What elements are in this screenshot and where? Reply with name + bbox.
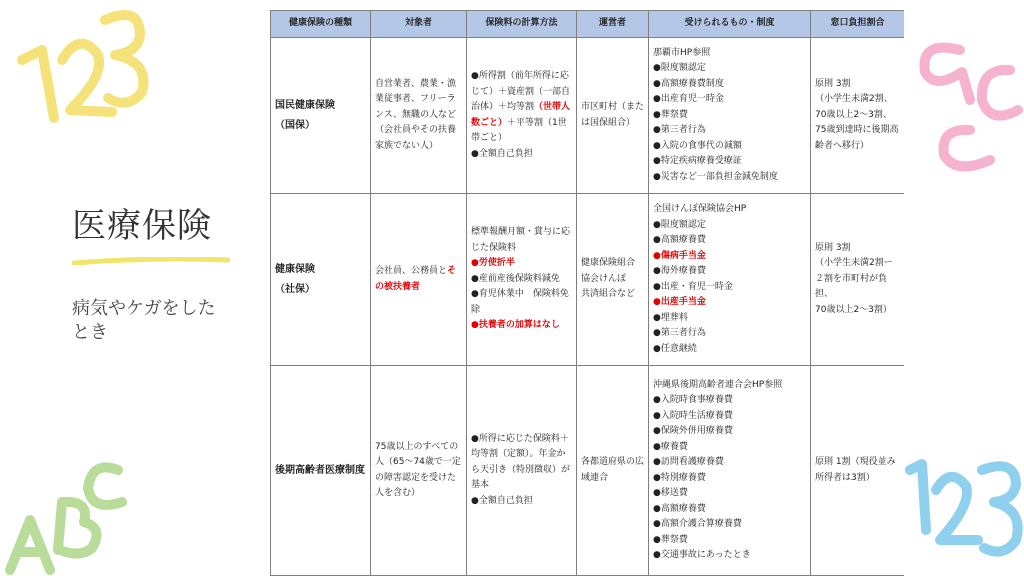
target-text: 75歳以上のすべての人（65～74歳で一定の障害認定を受けた人を含む） [375,441,461,498]
benefit-item: ●高額療養費制度 [653,78,724,89]
operator-cell [577,366,649,576]
benefit-item: ●葬祭費 [653,534,688,545]
benefit-item: 那覇市HP参照 [653,47,711,58]
burden-text: 原則 3割 [815,78,851,89]
insurance-type-name: （社保） [275,283,315,295]
benefit-item: ●第三者行為 [653,125,706,136]
table-header-row [271,11,905,38]
benefit-item: ●出産・育児一時金 [653,281,733,292]
benefit-item: ●高額介護合算療養費 [653,519,742,529]
burden-cell [811,366,905,576]
benefit-item: ●特別療養費 [653,472,706,483]
benefit-item: ●入院時食事療養費 [653,395,733,405]
burden-cell [811,38,905,194]
benefit-item: ●葬祭費 [653,109,688,120]
table-row [271,38,905,194]
target-text: その被扶養者 [375,266,457,292]
benefit-item: ●特定疾病療養受療証 [653,156,742,167]
deco-123-yellow [0,0,160,150]
benefit-item: ●保険外併用療養費 [653,426,733,436]
insurance-table-container [270,10,904,576]
calc-text: （世帯人数ごと） [471,102,571,128]
insurance-type-name: 健康保険 [275,263,315,275]
calc-cell [467,366,577,576]
benefit-item: ●限度額認定 [653,219,706,230]
operator-text: 各都道府県の広域連合 [581,457,645,483]
benefit-item: ●出産育児一時金 [653,94,724,105]
calc-text: ●全額自己負担 [471,148,533,159]
benefit-item: 全国けんぽ保険協会HP [653,204,747,214]
title-block [72,198,242,345]
title-underline [72,257,230,265]
calc-text: ●労使折半 [471,258,515,269]
benefit-item: ●訪問看護療養費 [653,457,724,467]
calc-text: ●扶養者の加算はなし [471,320,560,331]
benefit-item: ●入院の食事代の減額 [653,140,742,151]
benefit-item: ●傷病手当金 [653,250,706,261]
deco-123-blue [900,440,1024,576]
benefits-cell [649,38,811,194]
slide-title: 医療保険 [72,206,212,246]
calc-text: ●所得に応じた保険料＋均等割（定額）。年金から天引き（特別徴収）が基本 [471,433,571,491]
target-cell [371,366,467,576]
benefit-item: ●第三者行為 [653,328,706,338]
benefit-item: ●移送費 [653,488,688,498]
insurance-type-name: 後期高齢者医療制度 [275,464,365,476]
header-target: 対象者 [371,11,467,38]
table-row [271,194,905,366]
benefit-item: ●高額療養費 [653,235,706,245]
burden-text: 原則 1割（現役並み所得者は3割） [815,457,896,483]
benefit-item: ●高額療養費 [653,503,706,514]
calc-text: 標準報酬月額・賞与に応じた保険料 [471,227,571,253]
benefits-cell [649,366,811,576]
benefit-item: ●出産手当金 [653,297,706,307]
benefit-item: ●任意継続 [653,343,697,354]
target-text: 自営業者、農業・漁業従事者、フリーランス、無職の人など（会社員やその扶養家族でない人） [375,78,457,151]
benefit-item: ●災害など一部負担金減免制度 [653,171,778,182]
calc-text: ＋平等割（1世帯ごと） [471,117,567,143]
operator-text: 協会けんぽ [581,273,627,284]
deco-abc-pink [900,10,1024,180]
benefit-item: ●海外療養費 [653,266,706,276]
benefit-item: ●交通事故にあったとき [653,550,751,560]
operator-text: 健康保険組合 [581,258,636,269]
insurance-type-cell [271,38,371,194]
header-operator: 運営者 [577,11,649,38]
operator-cell [577,194,649,366]
target-cell [371,194,467,366]
calc-text: ●所得割（前年所得に応じて）＋資産割（一部自治体）＋均等割 [471,71,571,112]
benefit-item: ●入院時生活療養費 [653,410,733,421]
calc-cell [467,38,577,194]
insurance-type-name: 国民健康保険 [275,99,335,111]
calc-text: ●全額自己負担 [471,495,533,506]
target-text: 会社員、公務員と [375,266,448,276]
calc-cell [467,194,577,366]
insurance-type-cell [271,366,371,576]
calc-text: ●産前産後保険料減免 [471,273,560,284]
operator-text: 共済組合など [581,289,636,300]
deco-abc-green [0,430,130,576]
calc-text: ●育児休業中 保険料免除 [471,289,569,315]
insurance-type-cell [271,194,371,366]
burden-text: （小学生未満2割ー２割を市町村が負担、 [815,258,893,300]
burden-text: 原則 3割 [815,242,851,253]
slide-subtitle: 病気やケガをしたとき [72,298,216,343]
operator-cell [577,38,649,194]
header-type: 健康保険の種類 [271,11,371,38]
burden-text: 70歳以上2～3割） [815,304,892,315]
benefit-item: 沖縄県後期高齢者連合会HP参照 [653,379,783,390]
burden-cell [811,194,905,366]
benefit-item: ●限度額認定 [653,63,706,74]
operator-text: 市区町村（または国保組合） [581,102,645,128]
benefit-item: ●療養費 [653,441,688,452]
table-row [271,366,905,576]
benefits-cell [649,194,811,366]
target-cell [371,38,467,194]
header-calc: 保険料の計算方法 [467,11,577,38]
insurance-table [270,10,904,576]
header-benefits: 受けられるもの・制度 [649,11,811,38]
insurance-type-name: （国保） [275,119,315,131]
benefit-item: ●埋葬料 [653,312,688,323]
burden-text: （小学生未満2割、70歳以上2～3割、75歳到達時に後期高齢者へ移行） [815,94,899,151]
header-burden: 窓口負担割合 [811,11,905,38]
